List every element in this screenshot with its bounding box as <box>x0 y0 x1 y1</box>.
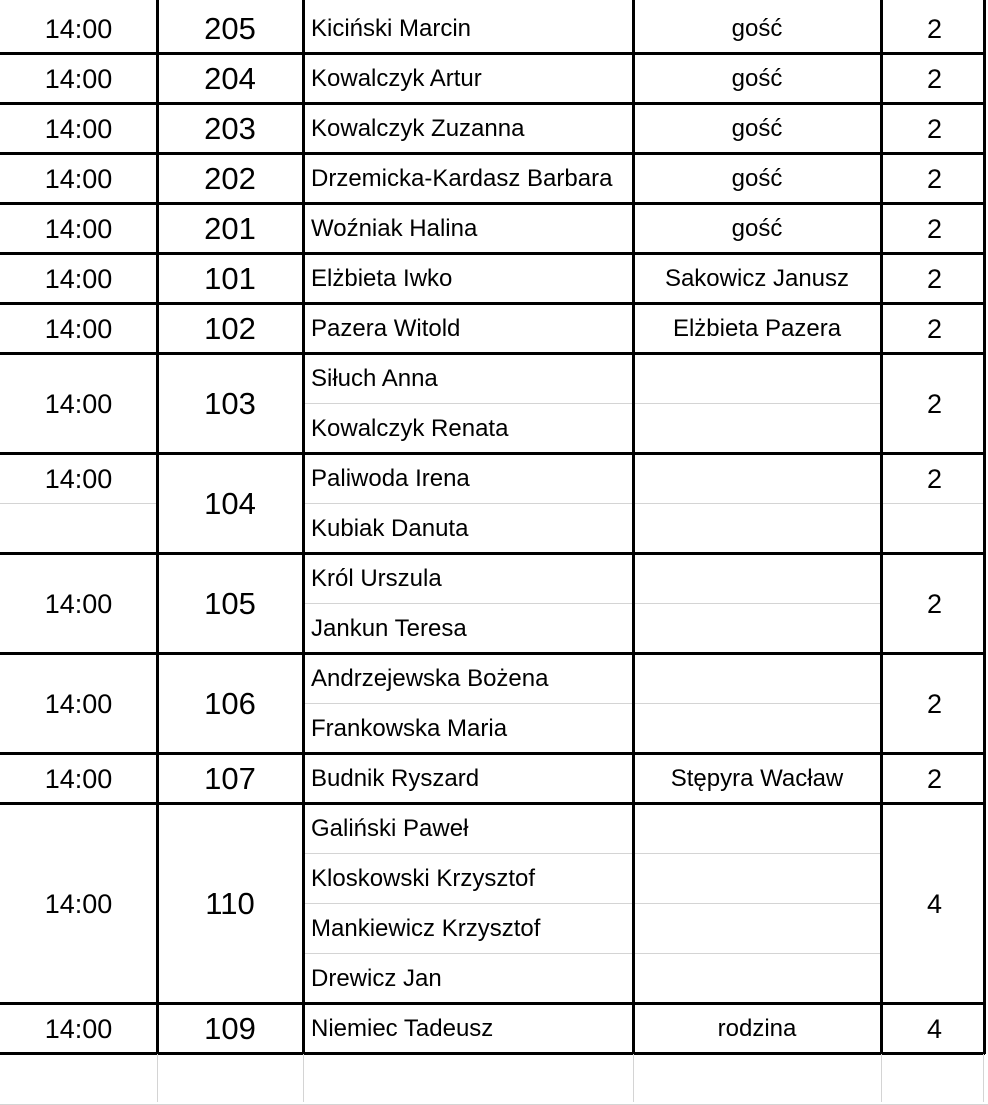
companion-cell[interactable] <box>633 954 881 1004</box>
row-gridline <box>305 953 881 954</box>
row-border <box>0 802 985 805</box>
companion-cell[interactable]: gość <box>731 15 783 42</box>
row-border <box>0 1002 985 1005</box>
column-border <box>632 0 635 1054</box>
row-border <box>0 1052 985 1055</box>
companion-cell[interactable] <box>633 404 881 454</box>
guest-name-cell[interactable]: Galiński Paweł <box>311 815 469 842</box>
time-cell[interactable]: 14:00 <box>44 1013 113 1044</box>
guest-name-cell[interactable]: Woźniak Halina <box>311 215 478 242</box>
guest-name-cell[interactable]: Niemiec Tadeusz <box>311 1015 494 1042</box>
companion-cell[interactable]: Elżbieta Pazera <box>672 315 842 342</box>
companion-cell[interactable]: Stępyra Wacław <box>670 765 844 792</box>
person-count-cell[interactable]: 2 <box>926 688 943 719</box>
person-count-cell[interactable]: 2 <box>926 163 943 194</box>
companion-cell[interactable]: rodzina <box>717 1015 797 1042</box>
row-border <box>0 452 985 455</box>
row-gridline <box>883 503 986 504</box>
time-cell[interactable]: 14:00 <box>44 63 113 94</box>
time-cell[interactable]: 14:00 <box>44 263 113 294</box>
row-border <box>0 102 985 105</box>
row-border <box>0 252 985 255</box>
companion-cell[interactable] <box>633 704 881 754</box>
guest-name-cell[interactable]: Budnik Ryszard <box>311 765 480 792</box>
time-cell[interactable]: 14:00 <box>44 163 113 194</box>
companion-cell[interactable]: gość <box>731 165 783 192</box>
row-border <box>0 552 985 555</box>
column-gridline <box>881 1054 882 1102</box>
person-count-cell[interactable]: 2 <box>926 463 943 494</box>
time-cell[interactable]: 14:00 <box>44 588 113 619</box>
person-count-cell[interactable]: 2 <box>926 588 943 619</box>
row-gridline <box>0 503 157 504</box>
person-count-cell[interactable]: 2 <box>926 313 943 344</box>
room-number-cell[interactable]: 110 <box>205 886 255 921</box>
time-cell[interactable]: 14:00 <box>44 463 113 494</box>
guest-name-cell[interactable]: Drzemicka-Kardasz Barbara <box>311 165 613 192</box>
room-number-cell[interactable]: 105 <box>204 586 256 621</box>
companion-cell[interactable] <box>633 804 881 854</box>
column-border <box>156 0 159 1054</box>
column-border <box>983 0 986 1054</box>
room-number-cell[interactable]: 205 <box>204 11 256 46</box>
person-count-cell[interactable]: 2 <box>926 263 943 294</box>
companion-cell[interactable] <box>633 454 881 504</box>
room-number-cell[interactable]: 104 <box>204 486 256 521</box>
row-border <box>0 152 985 155</box>
companion-cell[interactable]: gość <box>731 65 783 92</box>
column-gridline <box>633 1054 634 1102</box>
row-gridline <box>305 853 881 854</box>
person-count-cell[interactable]: 2 <box>926 213 943 244</box>
guest-name-cell[interactable]: Kiciński Marcin <box>311 15 472 42</box>
time-cell[interactable]: 14:00 <box>44 313 113 344</box>
row-border <box>0 352 985 355</box>
companion-cell[interactable] <box>633 604 881 654</box>
companion-cell[interactable]: gość <box>731 215 783 242</box>
guest-name-cell[interactable]: Andrzejewska Bożena <box>311 665 549 692</box>
person-count-cell[interactable]: 2 <box>926 113 943 144</box>
column-gridline <box>157 1054 158 1102</box>
room-number-cell[interactable]: 106 <box>204 686 256 721</box>
row-border <box>0 652 985 655</box>
column-border <box>880 0 883 1054</box>
person-count-cell[interactable]: 4 <box>926 1013 943 1044</box>
time-cell[interactable]: 14:00 <box>44 213 113 244</box>
time-cell[interactable]: 14:00 <box>44 113 113 144</box>
room-number-cell[interactable]: 101 <box>204 261 256 296</box>
time-cell[interactable]: 14:00 <box>44 388 113 419</box>
person-count-cell[interactable]: 2 <box>926 63 943 94</box>
row-gridline <box>305 703 881 704</box>
person-count-cell[interactable]: 2 <box>926 388 943 419</box>
column-gridline <box>303 1054 304 1102</box>
room-number-cell[interactable]: 107 <box>204 761 256 796</box>
column-gridline <box>983 1054 984 1102</box>
guest-name-cell[interactable]: Mankiewicz Krzysztof <box>311 915 541 942</box>
guest-name-cell[interactable]: Drewicz Jan <box>311 965 442 992</box>
row-border <box>0 52 985 55</box>
guest-name-cell[interactable]: Elżbieta Iwko <box>311 265 453 292</box>
time-cell[interactable]: 14:00 <box>44 888 113 919</box>
companion-cell[interactable] <box>633 854 881 904</box>
companion-cell[interactable] <box>633 904 881 954</box>
row-gridline <box>305 503 881 504</box>
room-number-cell[interactable]: 103 <box>204 386 256 421</box>
row-gridline <box>305 603 881 604</box>
guest-name-cell[interactable]: Kowalczyk Renata <box>311 415 509 442</box>
guest-name-cell[interactable]: Kowalczyk Artur <box>311 65 482 92</box>
room-number-cell[interactable]: 203 <box>204 111 256 146</box>
companion-cell[interactable] <box>633 554 881 604</box>
person-count-cell[interactable]: 2 <box>926 13 943 44</box>
room-number-cell[interactable]: 201 <box>204 211 256 246</box>
time-cell[interactable]: 14:00 <box>44 13 113 44</box>
room-number-cell[interactable]: 202 <box>204 161 256 196</box>
companion-cell[interactable] <box>633 504 881 554</box>
guest-name-cell[interactable]: Pazera Witold <box>311 315 461 342</box>
companion-cell[interactable]: Sakowicz Janusz <box>664 265 850 292</box>
guest-name-cell[interactable]: Kloskowski Krzysztof <box>311 865 536 892</box>
guest-name-cell[interactable]: Kubiak Danuta <box>311 515 469 542</box>
row-border <box>0 302 985 305</box>
room-number-cell[interactable]: 102 <box>204 311 256 346</box>
person-count-cell[interactable]: 2 <box>926 763 943 794</box>
companion-cell[interactable] <box>633 654 881 704</box>
time-cell[interactable]: 14:00 <box>44 688 113 719</box>
row-gridline <box>305 903 881 904</box>
room-number-cell[interactable]: 204 <box>204 61 256 96</box>
row-border <box>0 202 985 205</box>
guest-name-cell[interactable]: Siłuch Anna <box>311 365 438 392</box>
guest-name-cell[interactable]: Król Urszula <box>311 565 442 592</box>
person-count-cell[interactable]: 4 <box>926 888 943 919</box>
room-number-cell[interactable]: 109 <box>204 1011 256 1046</box>
guest-name-cell[interactable]: Frankowska Maria <box>311 715 508 742</box>
companion-cell[interactable] <box>633 354 881 404</box>
column-border <box>302 0 305 1054</box>
guest-name-cell[interactable]: Jankun Teresa <box>311 615 467 642</box>
row-gridline <box>305 403 881 404</box>
guest-name-cell[interactable]: Paliwoda Irena <box>311 465 470 492</box>
companion-cell[interactable]: gość <box>731 115 783 142</box>
guest-name-cell[interactable]: Kowalczyk Zuzanna <box>311 115 525 142</box>
time-cell[interactable]: 14:00 <box>44 763 113 794</box>
row-border <box>0 752 985 755</box>
